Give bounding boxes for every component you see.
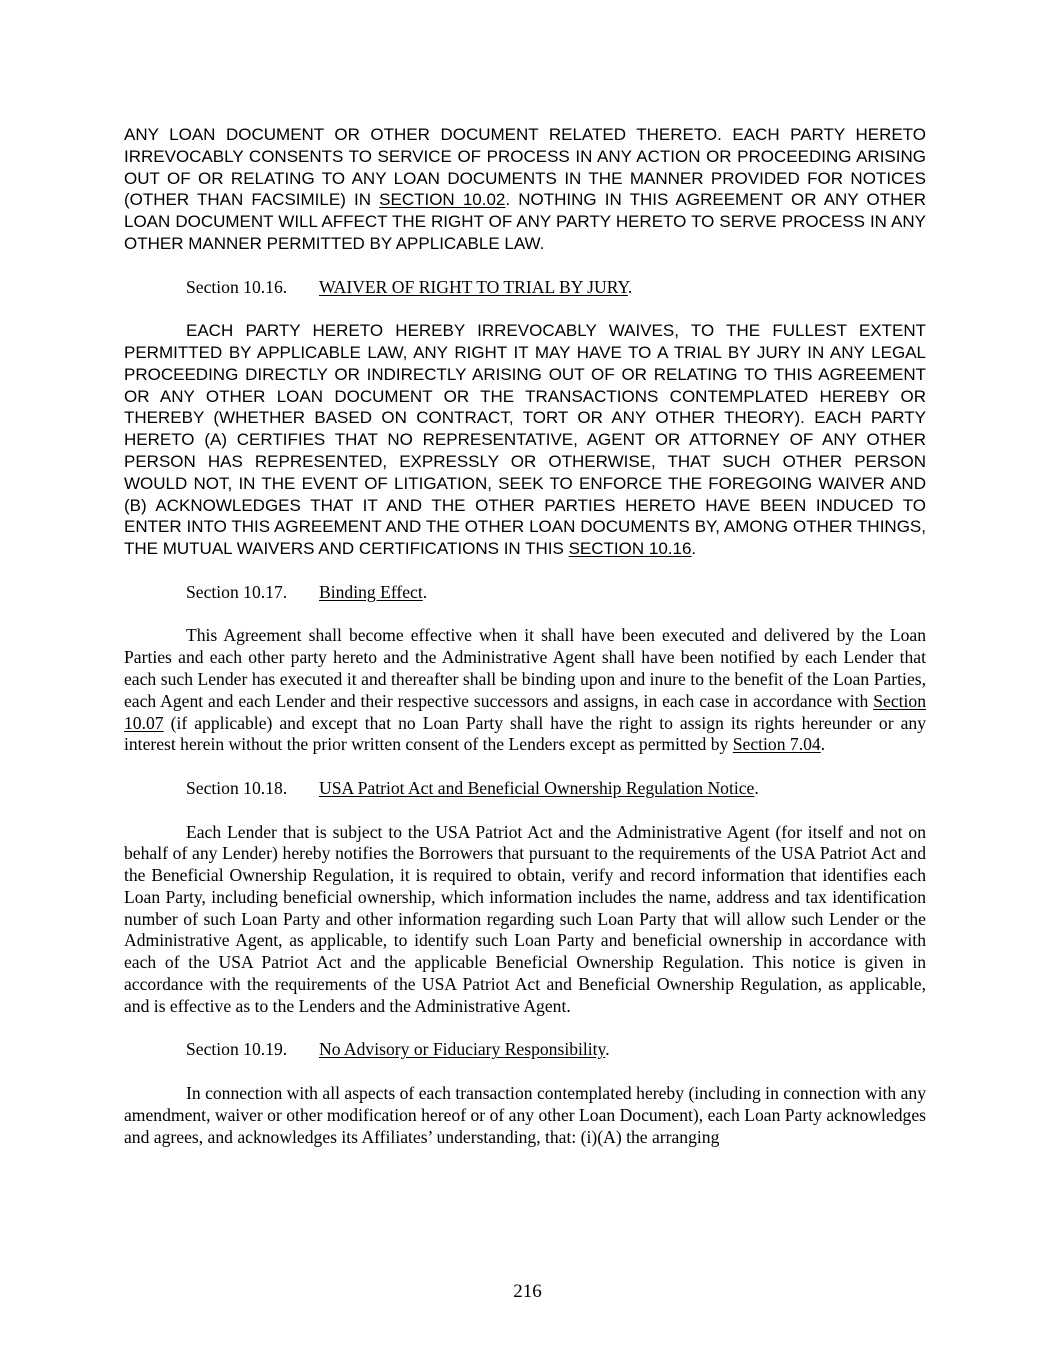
paragraph-no-advisory: In connection with all aspects of each transaction contemplated hereby (including in connection with any amendment, waiver or other modification hereof or of any other Loan Document), each Loan Party acknowledges and agrees, and acknowledges its Affiliates’ understanding, that: (i)(A) the arranging xyxy=(124,1083,926,1147)
section-title: No Advisory or Fiduciary Responsibility xyxy=(319,1039,606,1060)
paragraph-binding-effect: This Agreement shall become effective when it shall have been executed and delivered by the Loan Parties and each other party hereto and the Administrative Agent shall have been notified by each Lender that each such Lender has executed it and thereafter shall be binding upon and inure to the benefit of the Loan Parties, each Agent and each Lender and their respective successors and assigns, in each case in accordance with Section 10.07 (if applicable) and except that no Loan Party shall have the right to assign its rights hereunder or any interest herein without the prior written consent of the Lenders except as permitted by Section 7.04. xyxy=(124,625,926,755)
section-title: USA Patriot Act and Beneficial Ownership Regulation Notice xyxy=(319,777,755,798)
paragraph-patriot-act: Each Lender that is subject to the USA Patriot Act and the Administrative Agent (for itself and not on behalf of any Lender) hereby notifies the Borrowers that pursuant to the requirements of the USA Patriot Act and the Beneficial Ownership Regulation, it is required to obtain, verify and record information that identifies each Loan Party, including beneficial ownership, which information includes the name, address and tax identification number of such Loan Party and other information regarding such Loan Party that will allow such Lender or the Administrative Agent, as applicable, to identify such Loan Party and beneficial ownership in accordance with each of the USA Patriot Act and the applicable Beneficial Ownership Regulation. This notice is given in accordance with the requirements of the USA Patriot Act and Beneficial Ownership Regulation, as applicable, and is effective as to the Lenders and the Administrative Agent. xyxy=(124,821,926,1016)
cross-reference-section-10-16: SECTION 10.16 xyxy=(568,539,692,559)
document-page xyxy=(124,124,926,1148)
page-number: 216 xyxy=(513,1281,542,1302)
section-heading-10-17: Section 10.17. Binding Effect. xyxy=(186,581,428,602)
section-heading-10-18: Section 10.18. USA Patriot Act and Beneficial Ownership Regulation Notice. xyxy=(186,777,759,798)
section-heading-10-19: Section 10.19. No Advisory or Fiduciary Responsibility. xyxy=(186,1039,610,1060)
paragraph-jury-waiver: EACH PARTY HERETO HEREBY IRREVOCABLY WAIVES, TO THE FULLEST EXTENT PERMITTED BY APPLICABLE LAW, ANY RIGHT IT MAY HAVE TO A TRIAL BY JURY IN ANY LEGAL PROCEEDING DIRECTLY OR INDIRECTLY ARISING OUT OF OR RELATING TO THIS AGREEMENT OR ANY OTHER LOAN DOCUMENT OR THE TRANSACTIONS CONTEMPLATED HEREBY OR THEREBY (WHETHER BASED ON CONTRACT, TORT OR ANY OTHER THEORY). EACH PARTY HERETO (A) CERTIFIES THAT NO REPRESENTATIVE, AGENT OR ATTORNEY OF ANY OTHER PERSON HAS REPRESENTED, EXPRESSLY OR OTHERWISE, THAT SUCH OTHER PERSON WOULD NOT, IN THE EVENT OF LITIGATION, SEEK TO ENFORCE THE FOREGOING WAIVER AND (B) ACKNOWLEDGES THAT IT AND THE OTHER PARTIES HERETO HAVE BEEN INDUCED TO ENTER INTO THIS AGREEMENT AND THE OTHER LOAN DOCUMENTS BY, AMONG OTHER THINGS, THE MUTUAL WAIVERS AND CERTIFICATIONS IN THIS SECTION 10.16. xyxy=(124,321,926,559)
section-title: Binding Effect xyxy=(319,581,423,602)
cross-reference-section-10-02: SECTION 10.02 xyxy=(379,190,506,210)
section-number: Section 10.16. xyxy=(186,276,288,297)
section-title: WAIVER OF RIGHT TO TRIAL BY JURY xyxy=(319,276,628,297)
section-heading-10-16: Section 10.16. WAIVER OF RIGHT TO TRIAL BY JURY. xyxy=(186,276,633,297)
paragraph-service-of-process: ANY LOAN DOCUMENT OR OTHER DOCUMENT RELATED THERETO. EACH PARTY HERETO IRREVOCABLY CONSENTS TO SERVICE OF PROCESS IN ANY ACTION OR PROCEEDING ARISING OUT OF OR RELATING TO ANY LOAN DOCUMENTS IN THE MANNER PROVIDED FOR NOTICES (OTHER THAN FACSIMILE) IN SECTION 10.02. NOTHING IN THIS AGREEMENT OR ANY OTHER LOAN DOCUMENT WILL AFFECT THE RIGHT OF ANY PARTY HERETO TO SERVE PROCESS IN ANY OTHER MANNER PERMITTED BY APPLICABLE LAW. xyxy=(124,125,926,253)
cross-reference-section-10-07: Section 10.07 xyxy=(124,690,926,733)
cross-reference-section-7-04: Section 7.04 xyxy=(732,734,821,755)
section-number: Section 10.18. xyxy=(186,777,288,798)
section-number: Section 10.19. xyxy=(186,1039,288,1060)
section-number: Section 10.17. xyxy=(186,581,288,602)
